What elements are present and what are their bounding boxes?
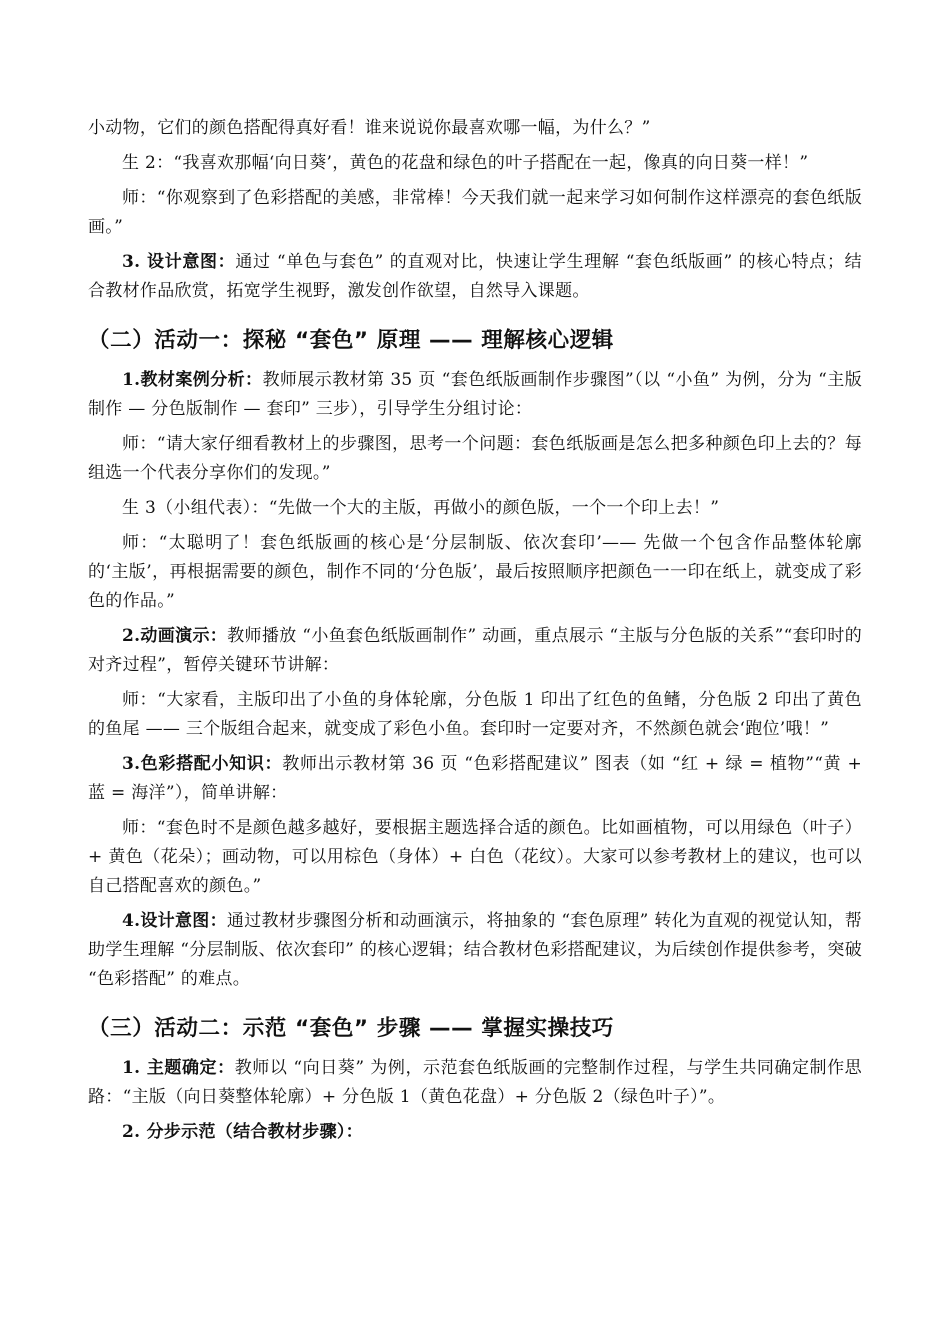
paragraph-design-intent-2 [88,907,862,994]
design-intent-label: 3. 设计意图： [122,252,236,272]
design-intent-2-label: 4.设计意图： [122,911,227,931]
animation-demo-label: 2.动画演示： [122,626,228,646]
paragraph-step-demo [88,1118,862,1147]
paragraph-color-tips [88,750,862,808]
paragraph-design-intent-1 [88,248,862,306]
paragraph-textbook-analysis [88,366,862,424]
paragraph-teacher-color: 师：“套色时不是颜色越多越好，要根据主题选择合适的颜色。比如画植物，可以用绿色（叶子）+ 黄色（花朵）；画动物，可以用棕色（身体）+ 白色（花纹）。大家可以参考教材上的建议，也可以自己搭配喜欢的颜色。” [88,818,862,896]
document-page [88,112,862,1153]
theme-label: 1. 主题确定： [122,1058,235,1078]
textbook-analysis-label: 1.教材案例分析： [122,370,263,390]
animation-demo-text: 教师播放 “小鱼套色纸版画制作” 动画，重点展示 “主版与分色版的关系”“套印时的对齐过程”，暂停关键环节讲解： [88,626,862,675]
color-tips-text: 教师出示教材第 36 页 “色彩搭配建议” 图表（如 “红 + 绿 = 植物”“黄 + 蓝 = 海洋”），简单讲解： [88,754,862,803]
paragraph-continuation: 小动物，它们的颜色搭配得真好看！谁来说说你最喜欢哪一幅，为什么？” [88,118,651,138]
paragraph-theme [88,1054,862,1112]
design-intent-text: 通过 “单色与套色” 的直观对比，快速让学生理解 “套色纸版画” 的核心特点；结合教材作品欣赏，拓宽学生视野，激发创作欲望，自然导入课题。 [88,252,862,301]
paragraph-teacher-animation: 师：“大家看，主版印出了小鱼的身体轮廓，分色版 1 印出了红色的鱼鳍，分色版 2 印出了黄色的鱼尾 —— 三个版组合起来，就变成了彩色小鱼。套印时一定要对齐，不然颜色就会‘跑位’哦！” [88,690,862,739]
paragraph-student-2: 生 2：“我喜欢那幅‘向日葵’，黄色的花盘和绿色的叶子搭配在一起，像真的向日葵一样！” [122,153,809,173]
paragraph-teacher-question: 师：“请大家仔细看教材上的步骤图，思考一个问题：套色纸版画是怎么把多种颜色印上去的？每组选一个代表分享你们的发现。” [88,434,862,483]
section-heading-activity-1: （二）活动一：探秘 “套色” 原理 —— 理解核心逻辑 [88,328,614,353]
design-intent-2-text: 通过教材步骤图分析和动画演示，将抽象的 “套色原理” 转化为直观的视觉认知，帮助学生理解 “分层制版、依次套印” 的核心逻辑；结合教材色彩搭配建议，为后续创作提供参考，突破 “色彩搭配” 的难点。 [88,911,862,989]
paragraph-student-3: 生 3（小组代表）：“先做一个大的主版，再做小的颜色版，一个一个印上去！” [122,498,720,518]
theme-text: 教师以 “向日葵” 为例，示范套色纸版画的完整制作过程，与学生共同确定制作思路：“主版（向日葵整体轮廓）+ 分色版 1（黄色花盘）+ 分色版 2（绿色叶子）”。 [88,1058,862,1107]
color-tips-label: 3.色彩搭配小知识： [122,754,283,774]
paragraph-animation-demo [88,622,862,680]
step-demo-label: 2. 分步示范（结合教材步骤）： [122,1122,363,1142]
paragraph-teacher-explain: 师：“太聪明了！套色纸版画的核心是‘分层制版、依次套印’—— 先做一个包含作品整体轮廓的‘主版’，再根据需要的颜色，制作不同的‘分色版’，最后按照顺序把颜色一一印在纸上，就变成了彩色的作品。” [88,533,862,611]
textbook-analysis-text: 教师展示教材第 35 页 “套色纸版画制作步骤图”（以 “小鱼” 为例，分为 “主版制作 — 分色版制作 — 套印” 三步），引导学生分组讨论： [88,370,862,419]
section-heading-activity-2: （三）活动二：示范 “套色” 步骤 —— 掌握实操技巧 [88,1016,614,1041]
paragraph-teacher-praise: 师：“你观察到了色彩搭配的美感，非常棒！今天我们就一起来学习如何制作这样漂亮的套色纸版画。” [88,188,862,237]
